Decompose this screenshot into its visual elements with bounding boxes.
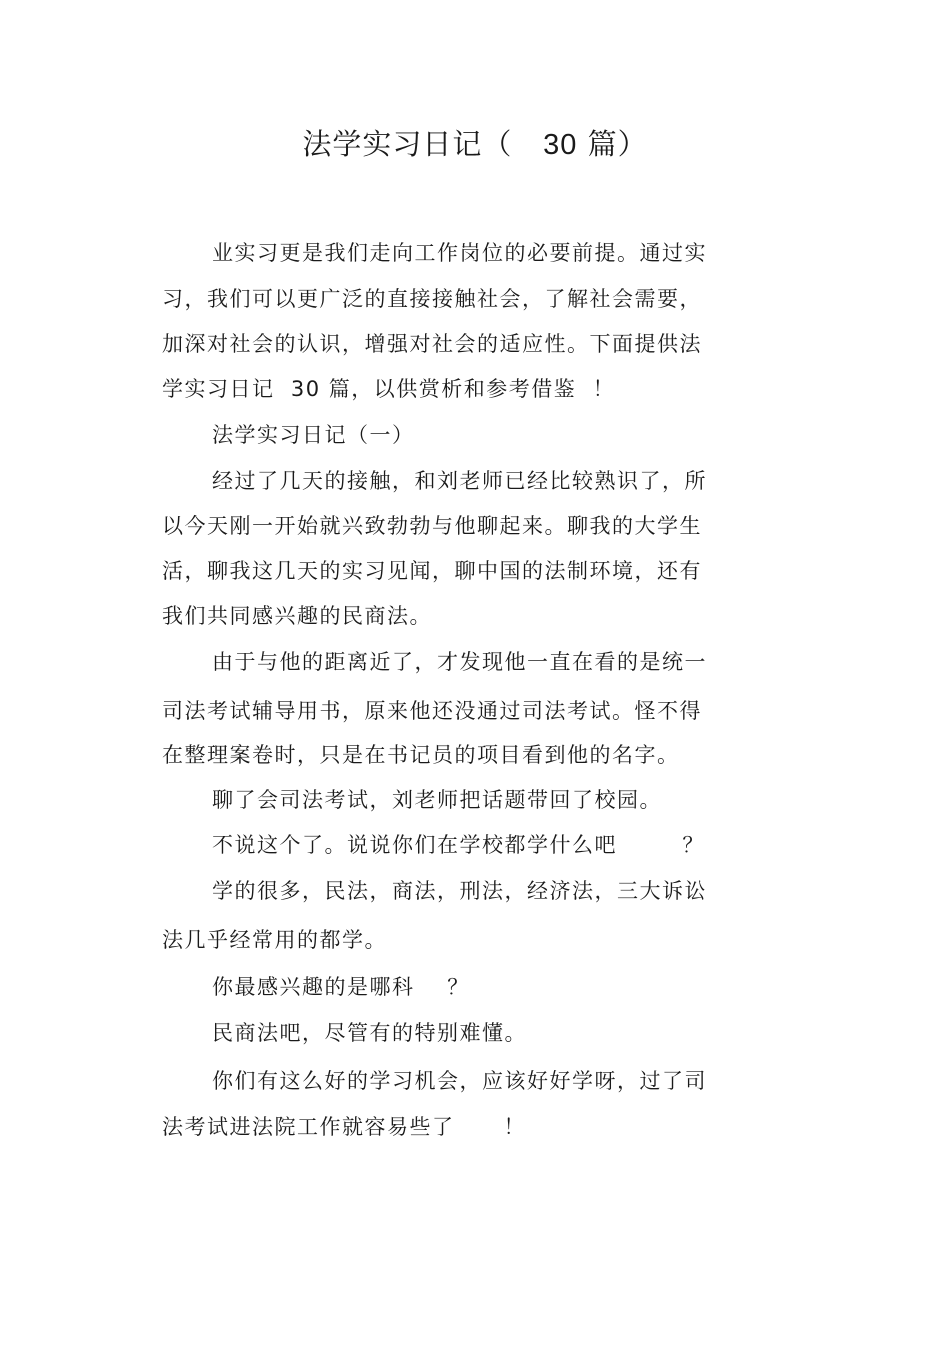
- paragraph-line: 你们有这么好的学习机会，应该好好学呀，过了司: [212, 1069, 707, 1093]
- paragraph-line: 活，聊我这几天的实习见闻，聊中国的法制环境，还有: [162, 559, 702, 583]
- document-title: [0, 122, 950, 167]
- paragraph-line: 以今天刚一开始就兴致勃勃与他聊起来。聊我的大学生: [162, 514, 702, 538]
- paragraph-line: 聊了会司法考试，刘老师把话题带回了校园。: [212, 788, 662, 812]
- paragraph-line: 法考试进法院工作就容易些了 ！: [162, 1115, 527, 1139]
- paragraph-line: 学实习日记 30 篇，以供赏析和参考借鉴 ！: [162, 377, 616, 401]
- paragraph-line: 经过了几天的接触，和刘老师已经比较熟识了，所: [212, 469, 707, 493]
- paragraph-line: 我们共同感兴趣的民商法。: [162, 604, 432, 628]
- paragraph-line: 民商法吧，尽管有的特别难懂。: [212, 1021, 527, 1045]
- paragraph-line: 业实习更是我们走向工作岗位的必要前提。通过实: [212, 241, 707, 265]
- paragraph-line: 习，我们可以更广泛的直接接触社会，了解社会需要，: [162, 287, 702, 311]
- paragraph-line: 司法考试辅导用书，原来他还没通过司法考试。怪不得: [162, 699, 702, 723]
- section-heading: 法学实习日记（一）: [212, 423, 415, 447]
- paragraph-line: 不说这个了。说说你们在学校都学什么吧 ？: [212, 833, 705, 857]
- title-end: 篇）: [577, 127, 648, 161]
- paragraph-line: 加深对社会的认识，增强对社会的适应性。下面提供法: [162, 332, 702, 356]
- paragraph-line: 在整理案卷时，只是在书记员的项目看到他的名字。: [162, 743, 680, 767]
- paragraph-line: 法几乎经常用的都学。: [162, 928, 387, 952]
- title-number: 30: [543, 129, 578, 161]
- title-text: 法学实习日记（: [302, 127, 513, 161]
- paragraph-line: 你最感兴趣的是哪科 ？: [212, 975, 470, 999]
- paragraph-line: 由于与他的距离近了，才发现他一直在看的是统一: [212, 650, 707, 674]
- paragraph-line: 学的很多，民法，商法，刑法，经济法，三大诉讼: [212, 879, 707, 903]
